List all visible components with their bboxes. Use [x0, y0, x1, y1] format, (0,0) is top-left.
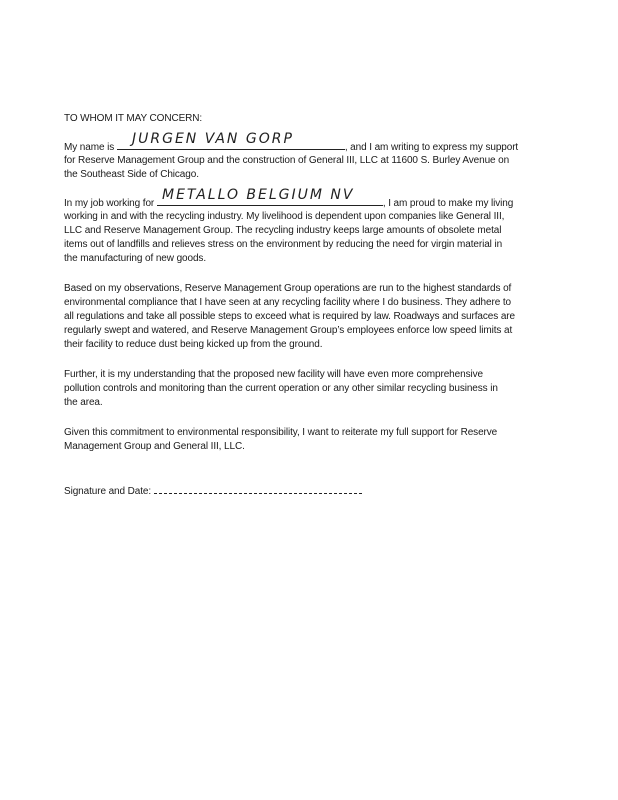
name-suffix: , and I am writing to express my support	[344, 142, 519, 153]
p3-line3: all regulations and take all possible steps to exceed what is required by law. Roadways and surfaces are	[64, 311, 515, 322]
p4-line2: pollution controls and monitoring than the current operation or any other similar recycling business in	[64, 383, 498, 394]
p1-line2: for Reserve Management Group and the construction of General III, LLC at 11600 S. Burley Avenue on	[64, 155, 510, 166]
handwritten-employer: METALLO BELGIUM NV	[162, 187, 355, 203]
signature-line	[64, 484, 362, 499]
p5-line2: Management Group and General III, LLC.	[64, 441, 245, 452]
p4-line3: the area.	[64, 397, 103, 408]
signature-blank	[154, 484, 362, 494]
p2-line3: LLC and Reserve Management Group. The recycling industry keeps large amounts of obsolete metal	[64, 225, 502, 236]
employer-suffix: , I am proud to make my living	[382, 198, 514, 209]
handwritten-name: JURGEN VAN GORP	[132, 131, 294, 147]
employer-prefix: In my job working for	[64, 198, 155, 209]
p1-line3: the Southeast Side of Chicago.	[64, 169, 199, 180]
p3-line4: regularly swept and watered, and Reserve Management Group’s employees enforce low speed limits at	[64, 325, 513, 336]
p5-line1: Given this commitment to environmental responsibility, I want to reiterate my full support for Reserve	[64, 427, 498, 438]
salutation: TO WHOM IT MAY CONCERN:	[64, 113, 203, 124]
signature-label: Signature and Date:	[64, 486, 152, 497]
p2-line5: the manufacturing of new goods.	[64, 253, 206, 264]
p2-line4: items out of landfills and relieves stress on the environment by reducing the need for virgin material in	[64, 239, 503, 250]
p2-line2: working in and with the recycling industry. My livelihood is dependent upon companies like General III,	[64, 211, 505, 222]
p3-line1: Based on my observations, Reserve Management Group operations are run to the highest standards of	[64, 283, 512, 294]
p3-line5: their facility to reduce dust being kicked up from the ground.	[64, 339, 323, 350]
p4-line1: Further, it is my understanding that the proposed new facility will have even more comprehensive	[64, 369, 483, 380]
name-prefix: My name is	[64, 142, 115, 153]
p3-line2: environmental compliance that I have seen at any recycling facility where I do business. They adhere to	[64, 297, 511, 308]
